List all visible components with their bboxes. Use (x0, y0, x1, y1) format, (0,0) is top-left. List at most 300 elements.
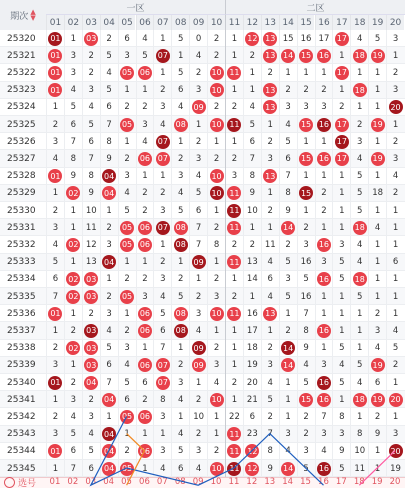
miss-count-cell: 3 (350, 133, 368, 150)
hit-cell (350, 219, 368, 236)
miss-count-cell: 1 (118, 133, 136, 150)
miss-count-cell: 9 (243, 185, 261, 202)
hit-cell (368, 116, 386, 133)
miss-count-cell: 1 (153, 30, 171, 47)
miss-count-cell: 2 (82, 305, 100, 322)
select-number-03[interactable]: 03 (85, 477, 97, 488)
hit-cell (82, 374, 100, 391)
select-number-12[interactable]: 12 (246, 477, 258, 488)
miss-count-cell: 2 (189, 288, 207, 305)
hit-cell (315, 460, 333, 477)
miss-count-cell: 6 (82, 133, 100, 150)
miss-count-cell: 6 (368, 374, 386, 391)
miss-count-cell: 5 (100, 340, 118, 357)
select-number-19[interactable]: 19 (371, 477, 383, 488)
drawn-number-ball: 19 (371, 358, 385, 372)
miss-count-cell: 2 (189, 133, 207, 150)
miss-count-cell: 1 (315, 219, 333, 236)
miss-count-cell: 2 (64, 374, 82, 391)
hit-cell (118, 460, 136, 477)
select-number-04[interactable]: 04 (103, 477, 115, 488)
drawn-number-ball: 02 (66, 238, 80, 252)
miss-count-cell: 3 (82, 82, 100, 99)
miss-count-cell: 1 (46, 391, 64, 408)
miss-count-cell: 1 (118, 254, 136, 271)
miss-count-cell: 3 (297, 443, 315, 460)
miss-count-cell: 18 (243, 340, 261, 357)
drawn-number-ball: 16 (317, 462, 331, 476)
drawn-number-ball: 11 (227, 186, 241, 200)
miss-count-cell: 1 (136, 460, 154, 477)
select-number-06[interactable]: 06 (139, 477, 150, 488)
drawn-number-ball: 03 (84, 272, 98, 286)
zone1-header (46, 0, 225, 15)
miss-count-cell: 1 (100, 408, 118, 425)
miss-count-cell: 2 (386, 64, 404, 81)
miss-count-cell: 9 (100, 150, 118, 167)
miss-count-cell: 2 (118, 443, 136, 460)
drawn-number-ball: 14 (281, 358, 295, 372)
miss-count-cell: 23 (243, 426, 261, 443)
drawn-number-ball: 03 (84, 341, 98, 355)
miss-count-cell: 4 (189, 322, 207, 339)
hit-cell (279, 357, 297, 374)
hit-cell (315, 374, 333, 391)
miss-count-cell: 3 (368, 322, 386, 339)
miss-count-cell: 1 (386, 374, 404, 391)
miss-count-cell: 3 (189, 305, 207, 322)
hit-cell (332, 133, 350, 150)
hit-cell (82, 30, 100, 47)
drawn-number-ball: 05 (120, 462, 134, 476)
select-number-09[interactable]: 09 (192, 477, 204, 488)
drawn-number-ball: 16 (317, 238, 331, 252)
miss-count-cell: 1 (153, 426, 171, 443)
hit-cell (46, 168, 64, 185)
miss-count-cell: 1 (64, 219, 82, 236)
column-header-10: 10 (207, 15, 225, 30)
miss-count-cell: 5 (82, 443, 100, 460)
miss-count-cell: 3 (118, 340, 136, 357)
miss-count-cell: 1 (350, 322, 368, 339)
drawn-number-ball: 11 (227, 221, 241, 235)
drawn-number-ball: 06 (138, 307, 152, 321)
zone1-label: 一区 (126, 3, 145, 14)
miss-count-cell: 2 (315, 202, 333, 219)
drawn-number-ball: 12 (245, 32, 259, 46)
miss-count-cell: 1 (100, 271, 118, 288)
drawn-number-ball: 15 (299, 49, 313, 63)
miss-count-cell: 3 (315, 99, 333, 116)
miss-count-cell: 2 (279, 82, 297, 99)
miss-count-cell: 3 (386, 150, 404, 167)
miss-count-cell: 1 (171, 408, 189, 425)
miss-count-cell: 3 (315, 357, 333, 374)
miss-count-cell: 4 (350, 30, 368, 47)
drawn-number-ball: 06 (138, 444, 152, 458)
drawn-number-ball: 04 (102, 444, 116, 458)
miss-count-cell: 2 (46, 116, 64, 133)
miss-count-cell: 7 (82, 150, 100, 167)
hit-cell (64, 271, 82, 288)
miss-count-cell: 4 (368, 219, 386, 236)
miss-count-cell: 4 (261, 254, 279, 271)
drawn-number-ball: 12 (245, 444, 259, 458)
miss-count-cell: 1 (386, 236, 404, 253)
miss-count-cell: 1 (368, 168, 386, 185)
hit-cell (207, 391, 225, 408)
miss-count-cell: 5 (279, 254, 297, 271)
selection-label[interactable] (0, 477, 46, 487)
miss-count-cell: 4 (153, 116, 171, 133)
miss-count-cell: 4 (243, 99, 261, 116)
drawn-number-ball: 10 (210, 186, 224, 200)
miss-count-cell: 6 (118, 30, 136, 47)
miss-count-cell: 2 (297, 82, 315, 99)
miss-count-cell: 5 (171, 443, 189, 460)
radio-circle-icon[interactable] (4, 477, 15, 488)
miss-count-cell: 4 (261, 288, 279, 305)
miss-count-cell: 11 (350, 460, 368, 477)
hit-cell (100, 254, 118, 271)
select-number-17[interactable]: 17 (335, 477, 347, 488)
miss-count-cell: 3 (279, 99, 297, 116)
miss-count-cell: 2 (368, 408, 386, 425)
miss-count-cell: 2 (153, 82, 171, 99)
miss-count-cell: 1 (225, 357, 243, 374)
miss-count-cell: 1 (332, 305, 350, 322)
miss-count-cell: 8 (350, 426, 368, 443)
drawn-number-ball: 04 (102, 462, 116, 476)
miss-count-cell: 7 (189, 219, 207, 236)
select-number-08[interactable]: 08 (174, 477, 186, 488)
miss-count-cell: 9 (297, 340, 315, 357)
column-header-16: 16 (315, 15, 333, 30)
hit-cell (100, 426, 118, 443)
hit-cell (207, 305, 225, 322)
column-header-17: 17 (332, 15, 350, 30)
drawn-number-ball: 13 (263, 49, 277, 63)
miss-count-cell: 1 (225, 271, 243, 288)
miss-count-cell: 17 (315, 30, 333, 47)
hit-cell (332, 116, 350, 133)
hit-cell (207, 185, 225, 202)
miss-count-cell: 1 (136, 426, 154, 443)
select-number-02[interactable]: 02 (67, 477, 79, 488)
miss-count-cell: 10 (243, 202, 261, 219)
miss-count-cell: 5 (82, 116, 100, 133)
drawn-number-ball: 02 (66, 290, 80, 304)
miss-count-cell: 1 (243, 219, 261, 236)
miss-count-cell: 1 (332, 322, 350, 339)
hit-cell (64, 185, 82, 202)
drawn-number-ball: 08 (174, 307, 188, 321)
miss-count-cell: 8 (100, 133, 118, 150)
drawn-number-ball: 08 (174, 238, 188, 252)
select-number-07[interactable]: 07 (156, 477, 168, 488)
miss-count-cell: 1 (386, 288, 404, 305)
drawn-number-ball: 06 (138, 152, 152, 166)
drawn-number-ball: 16 (317, 376, 331, 390)
miss-count-cell: 2 (46, 408, 64, 425)
miss-count-cell: 4 (64, 82, 82, 99)
miss-count-cell: 3 (118, 47, 136, 64)
hit-cell (315, 391, 333, 408)
drawn-number-ball: 09 (192, 255, 206, 269)
miss-count-cell: 1 (332, 391, 350, 408)
select-number-05[interactable]: 05 (121, 477, 132, 488)
miss-count-cell: 8 (332, 408, 350, 425)
miss-count-cell: 1 (153, 64, 171, 81)
hit-cell (225, 202, 243, 219)
hit-cell (171, 116, 189, 133)
drawn-number-ball: 04 (102, 186, 116, 200)
miss-count-cell: 5 (279, 133, 297, 150)
miss-count-cell: 11 (82, 219, 100, 236)
column-header-09: 09 (189, 15, 207, 30)
select-number-15[interactable]: 15 (300, 477, 311, 488)
miss-count-cell: 3 (297, 236, 315, 253)
miss-count-cell: 1 (368, 202, 386, 219)
select-number-14[interactable]: 14 (282, 477, 294, 488)
hit-cell (136, 408, 154, 425)
drawn-number-ball: 06 (138, 66, 152, 80)
miss-count-cell: 5 (368, 30, 386, 47)
miss-count-cell: 5 (243, 116, 261, 133)
miss-count-cell: 2 (225, 150, 243, 167)
drawn-number-ball: 10 (210, 462, 224, 476)
drawn-number-ball: 17 (335, 152, 349, 166)
hit-cell (82, 340, 100, 357)
hit-cell (225, 426, 243, 443)
miss-count-cell: 5 (297, 271, 315, 288)
miss-count-cell: 1 (225, 391, 243, 408)
miss-count-cell: 4 (171, 391, 189, 408)
drawn-number-ball: 01 (48, 444, 62, 458)
miss-count-cell: 1 (46, 460, 64, 477)
column-header-12: 12 (243, 15, 261, 30)
miss-count-cell: 3 (279, 271, 297, 288)
hit-cell (315, 322, 333, 339)
miss-count-cell: 2 (279, 322, 297, 339)
hit-cell (118, 116, 136, 133)
hit-cell (171, 219, 189, 236)
miss-count-cell: 1 (368, 443, 386, 460)
drawn-number-ball: 09 (192, 100, 206, 114)
miss-count-cell: 1 (368, 288, 386, 305)
miss-count-cell: 1 (46, 99, 64, 116)
period-column-header[interactable] (0, 0, 46, 30)
hit-cell (332, 150, 350, 167)
miss-count-cell: 1 (46, 322, 64, 339)
select-number-01[interactable]: 01 (49, 477, 61, 488)
drawn-number-ball: 11 (227, 118, 241, 132)
drawn-number-ball: 01 (48, 376, 62, 390)
drawn-number-ball: 13 (263, 307, 277, 321)
miss-count-cell: 1 (279, 305, 297, 322)
drawn-number-ball: 18 (353, 272, 367, 286)
miss-count-cell: 16 (297, 254, 315, 271)
period-number: 25328 (7, 171, 36, 182)
drawn-number-ball: 16 (317, 324, 331, 338)
drawn-number-ball: 16 (317, 393, 331, 407)
drawn-number-ball: 11 (227, 255, 241, 269)
miss-count-cell: 3 (46, 426, 64, 443)
hit-cell (189, 357, 207, 374)
hit-cell (46, 82, 64, 99)
miss-count-cell: 1 (136, 168, 154, 185)
hit-cell (136, 305, 154, 322)
miss-count-cell: 7 (315, 408, 333, 425)
miss-count-cell: 2 (207, 219, 225, 236)
drawn-number-ball: 07 (156, 358, 170, 372)
miss-count-cell: 5 (64, 99, 82, 116)
miss-count-cell: 3 (386, 82, 404, 99)
miss-count-cell: 1 (332, 82, 350, 99)
drawn-number-ball: 05 (120, 410, 134, 424)
hit-cell (297, 391, 315, 408)
miss-count-cell: 8 (261, 443, 279, 460)
hit-cell (153, 133, 171, 150)
drawn-number-ball: 16 (317, 118, 331, 132)
select-number-13[interactable]: 13 (264, 477, 276, 488)
miss-count-cell: 1 (207, 202, 225, 219)
miss-count-cell: 1 (207, 133, 225, 150)
miss-count-cell: 4 (189, 47, 207, 64)
miss-count-cell: 8 (207, 236, 225, 253)
hit-cell (64, 340, 82, 357)
drawn-number-ball: 15 (299, 186, 313, 200)
miss-count-cell: 1 (332, 47, 350, 64)
sort-arrows-icon[interactable]: ▲ ▼ (30, 8, 36, 22)
hit-cell (279, 219, 297, 236)
miss-count-cell: 1 (315, 133, 333, 150)
miss-count-cell: 3 (386, 426, 404, 443)
miss-count-cell: 6 (100, 99, 118, 116)
miss-count-cell: 4 (350, 150, 368, 167)
select-number-20[interactable]: 20 (389, 477, 401, 488)
drawn-number-ball: 08 (174, 118, 188, 132)
period-number: 25344 (7, 446, 36, 457)
miss-count-cell: 22 (225, 408, 243, 425)
select-number-11[interactable]: 11 (228, 477, 240, 488)
miss-count-cell: 3 (64, 47, 82, 64)
miss-count-cell: 2 (207, 271, 225, 288)
miss-count-cell: 1 (386, 408, 404, 425)
drawn-number-ball: 18 (353, 83, 367, 97)
drawn-number-ball: 07 (156, 221, 170, 235)
hit-cell (153, 357, 171, 374)
miss-count-cell: 3 (100, 305, 118, 322)
miss-count-cell: 4 (350, 254, 368, 271)
miss-count-cell: 8 (64, 150, 82, 167)
drawn-number-ball: 18 (353, 393, 367, 407)
miss-count-cell: 1 (368, 236, 386, 253)
miss-count-cell: 0 (189, 30, 207, 47)
miss-count-cell: 1 (100, 202, 118, 219)
miss-count-cell: 2 (118, 271, 136, 288)
miss-count-cell: 1 (46, 185, 64, 202)
miss-count-cell: 6 (100, 357, 118, 374)
miss-count-cell: 1 (189, 271, 207, 288)
miss-count-cell: 3 (189, 150, 207, 167)
miss-count-cell: 2 (82, 64, 100, 81)
miss-count-cell: 1 (171, 47, 189, 64)
miss-count-cell: 5 (100, 47, 118, 64)
hit-cell (261, 305, 279, 322)
miss-count-cell: 4 (279, 443, 297, 460)
zone2-header (225, 0, 405, 15)
drawn-number-ball: 10 (210, 83, 224, 97)
miss-count-cell: 5 (64, 426, 82, 443)
miss-count-cell: 5 (189, 185, 207, 202)
hit-cell (100, 391, 118, 408)
miss-count-cell: 9 (261, 460, 279, 477)
period-number: 25345 (7, 463, 36, 474)
miss-count-cell: 1 (368, 99, 386, 116)
miss-count-cell: 2 (64, 322, 82, 339)
hit-cell (46, 30, 64, 47)
miss-count-cell: 2 (297, 219, 315, 236)
miss-count-cell: 1 (243, 82, 261, 99)
miss-count-cell: 6 (64, 443, 82, 460)
drawn-number-ball: 04 (102, 255, 116, 269)
miss-count-cell: 2 (136, 271, 154, 288)
miss-count-cell: 5 (350, 168, 368, 185)
miss-count-cell: 2 (100, 288, 118, 305)
hit-cell (46, 64, 64, 81)
miss-count-cell: 2 (315, 82, 333, 99)
drawn-number-ball: 17 (335, 118, 349, 132)
miss-count-cell: 4 (82, 426, 100, 443)
miss-count-cell: 1 (225, 133, 243, 150)
miss-count-cell: 1 (386, 47, 404, 64)
select-number-18[interactable]: 18 (353, 477, 365, 488)
drawn-number-ball: 02 (66, 341, 80, 355)
miss-count-cell: 16 (297, 30, 315, 47)
miss-count-cell: 1 (368, 271, 386, 288)
hit-cell (350, 82, 368, 99)
miss-count-cell: 3 (153, 99, 171, 116)
miss-count-cell: 5 (332, 374, 350, 391)
drawn-number-ball: 11 (227, 204, 241, 218)
miss-count-cell: 1 (243, 288, 261, 305)
hit-cell (332, 64, 350, 81)
drawn-number-ball: 07 (156, 152, 170, 166)
drawn-number-ball: 17 (335, 32, 349, 46)
miss-count-cell: 1 (368, 64, 386, 81)
hit-cell (207, 82, 225, 99)
hit-cell (189, 254, 207, 271)
select-number-10[interactable]: 10 (210, 477, 222, 488)
period-number: 25326 (7, 136, 36, 147)
period-number: 25337 (7, 325, 36, 336)
miss-count-cell: 10 (189, 408, 207, 425)
miss-count-cell: 2 (315, 185, 333, 202)
drawn-number-ball: 12 (245, 462, 259, 476)
miss-count-cell: 5 (350, 202, 368, 219)
miss-count-cell: 5 (332, 460, 350, 477)
miss-count-cell: 1 (350, 340, 368, 357)
miss-count-cell: 5 (153, 305, 171, 322)
select-number-16[interactable]: 16 (318, 477, 329, 488)
miss-count-cell: 6 (171, 460, 189, 477)
miss-count-cell: 3 (153, 408, 171, 425)
miss-count-cell: 7 (100, 374, 118, 391)
miss-count-cell: 2 (261, 408, 279, 425)
miss-count-cell: 10 (350, 443, 368, 460)
hit-cell (207, 64, 225, 81)
